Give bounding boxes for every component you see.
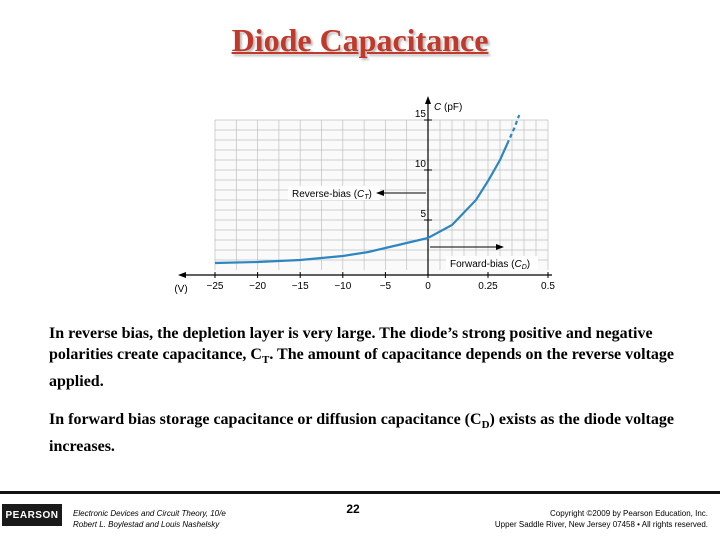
- footer-divider: [0, 491, 720, 494]
- forward-bias-text-end: ) exists as the diode voltage increases.: [49, 411, 674, 456]
- x-axis-arrow: [178, 272, 186, 278]
- forward-bias-label: Forward-bias $(C_D)$: [450, 259, 531, 271]
- x-tick-label: −5: [379, 281, 392, 292]
- publisher-logo: PEARSON: [2, 504, 62, 526]
- copyright-line-2: Upper Saddle River, New Jersey 07458 • All rights reserved.: [494, 520, 708, 529]
- x-tick-label: −20: [249, 281, 267, 292]
- book-authors: Robert L. Boylestad and Louis Nashelsky: [73, 520, 220, 529]
- y-tick-label: 5: [420, 209, 426, 220]
- capacitance-chart: [160, 92, 560, 302]
- book-credit: [73, 508, 226, 530]
- x-tick-label: −25: [206, 281, 224, 292]
- reverse-bias-text-end: . The amount of capacitance depends on the reverse voltage applied.: [49, 346, 675, 391]
- reverse-bias-sub: T: [261, 354, 270, 367]
- y-axis-label: C (pF): [434, 102, 463, 113]
- x-tick-label: −15: [291, 281, 309, 292]
- copyright-line-1: Copyright ©2009 by Pearson Education, Inc.: [550, 509, 708, 518]
- y-tick-label: 10: [414, 159, 426, 170]
- forward-bias-sub: D: [481, 419, 490, 432]
- book-title: Electronic Devices and Circuit Theory, 10/e: [73, 509, 226, 518]
- x-tick-label: 0: [425, 281, 431, 292]
- reverse-bias-paragraph: [49, 323, 689, 392]
- chart-grid: [215, 120, 548, 274]
- x-axis-label: (V): [174, 284, 188, 295]
- reverse-bias-text: In reverse bias, the depletion layer is very large. The diode’s strong positive and negative polarities create capacitance, C: [49, 325, 653, 363]
- x-tick-label: 0.5: [541, 281, 555, 292]
- x-tick-label: −10: [334, 281, 352, 292]
- slide-title: Diode Capacitance: [231, 22, 489, 58]
- page-number: 22: [346, 502, 360, 516]
- plot-area: [215, 120, 548, 274]
- x-tick-label: 0.25: [478, 281, 498, 292]
- y-axis-arrow: [425, 96, 431, 104]
- y-tick-label: 15: [414, 109, 426, 120]
- forward-bias-text: In forward bias storage capacitance or diffusion capacitance (C: [49, 411, 482, 428]
- reverse-bias-label: Reverse-bias $(C_T)$: [292, 189, 372, 201]
- copyright-notice: [495, 508, 708, 530]
- forward-bias-paragraph: [49, 409, 689, 457]
